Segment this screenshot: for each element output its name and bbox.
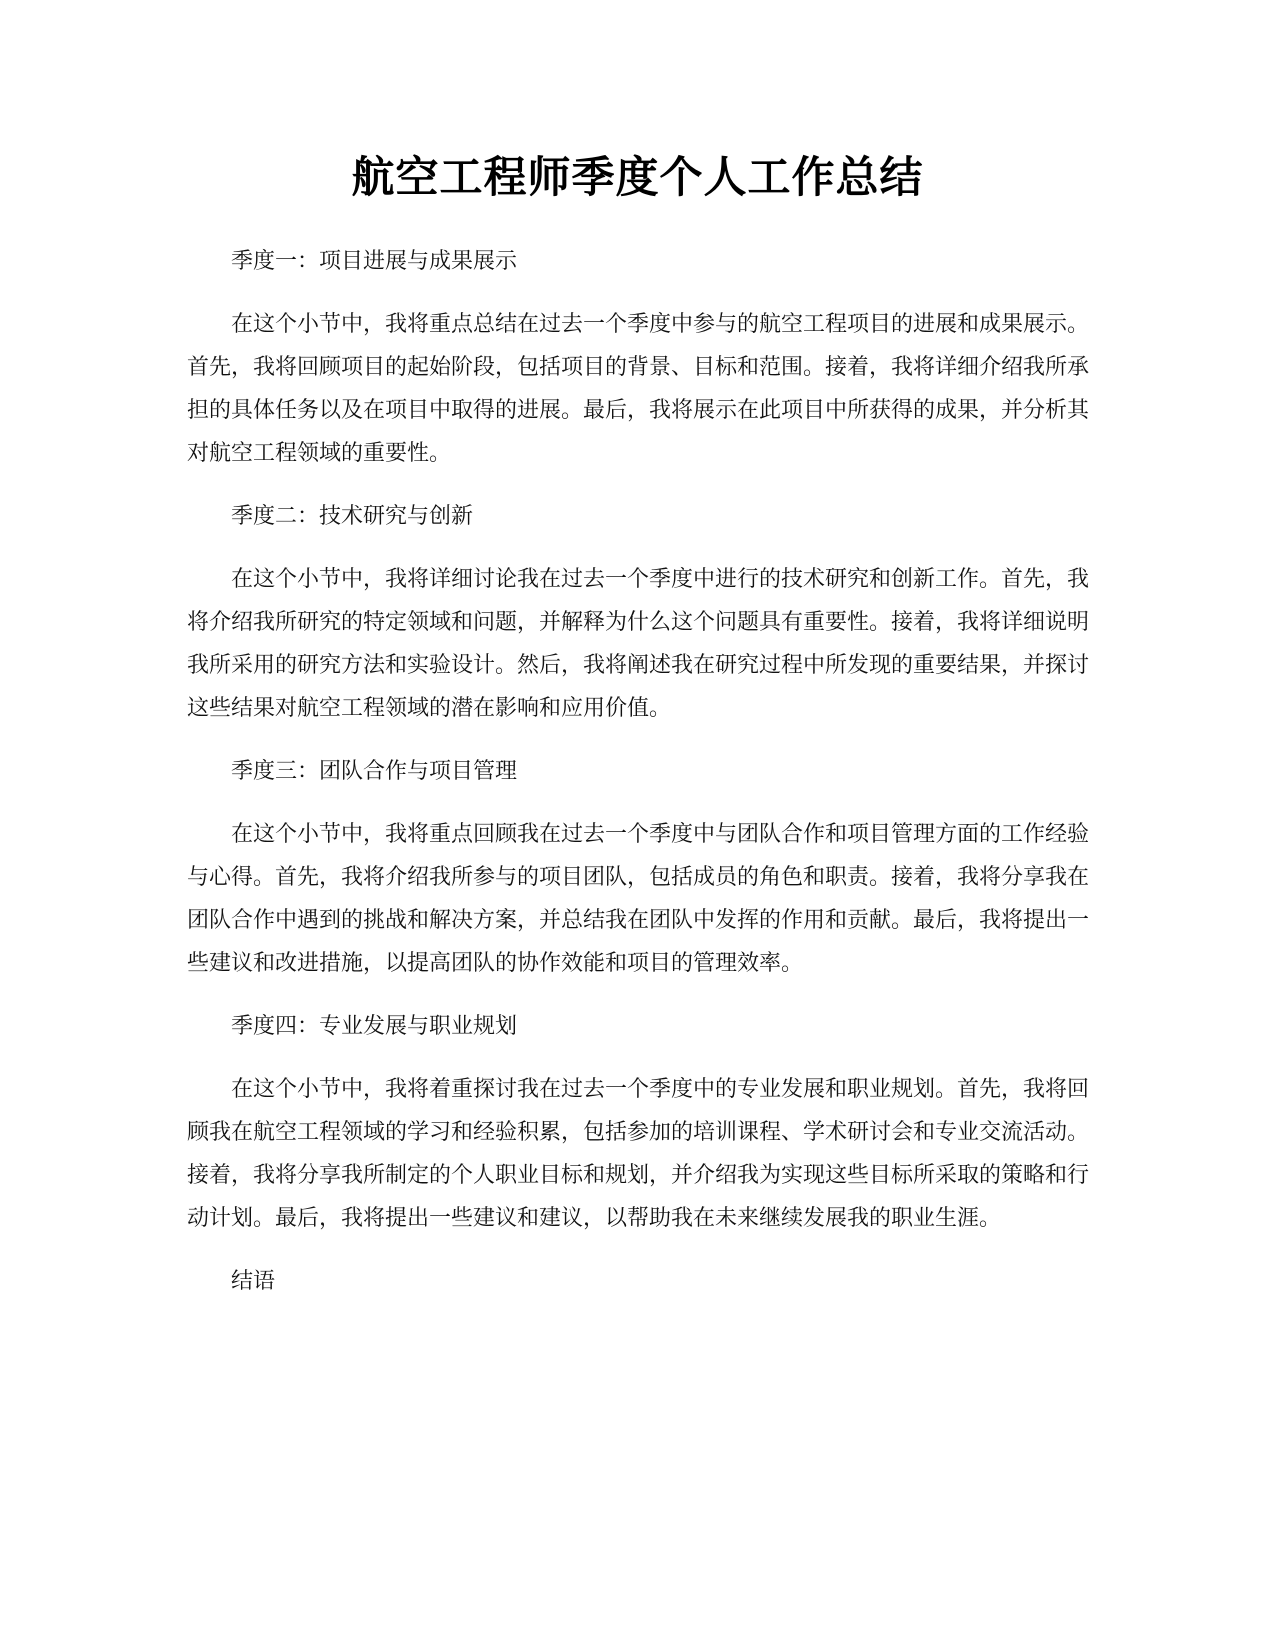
section-heading-q1: 季度一：项目进展与成果展示	[231, 249, 518, 274]
section-paragraph-q4: 在这个小节中，我将着重探讨我在过去一个季度中的专业发展和职业规划。首先，我将回顾我在航空工程领域的学习和经验积累，包括参加的培训课程、学术研讨会和专业交流活动。接着，我将分享我所制定的个人职业目标和规划，并介绍我为实现这些目标所采取的策略和行动计划。最后，我将提出一些建议和建议，以帮助我在未来继续发展我的职业生涯。	[187, 1077, 1090, 1231]
section-paragraph-q3: 在这个小节中，我将重点回顾我在过去一个季度中与团队合作和项目管理方面的工作经验与心得。首先，我将介绍我所参与的项目团队，包括成员的角色和职责。接着，我将分享我在团队合作中遇到的挑战和解决方案，并总结我在团队中发挥的作用和贡献。最后，我将提出一些建议和改进措施，以提高团队的协作效能和项目的管理效率。	[187, 822, 1090, 976]
section-heading-q4: 季度四：专业发展与职业规划	[231, 1014, 518, 1039]
section-paragraph-q2: 在这个小节中，我将详细讨论我在过去一个季度中进行的技术研究和创新工作。首先，我将介绍我所研究的特定领域和问题，并解释为什么这个问题具有重要性。接着，我将详细说明我所采用的研究方法和实验设计。然后，我将阐述我在研究过程中所发现的重要结果，并探讨这些结果对航空工程领域的潜在影响和应用价值。	[187, 567, 1090, 721]
document-title: 航空工程师季度个人工作总结	[351, 153, 924, 203]
document-body	[187, 240, 1089, 1303]
section-heading-q2: 季度二：技术研究与创新	[231, 504, 474, 529]
closing-heading: 结语	[231, 1269, 276, 1294]
section-paragraph-q1: 在这个小节中，我将重点总结在过去一个季度中参与的航空工程项目的进展和成果展示。首先，我将回顾项目的起始阶段，包括项目的背景、目标和范围。接着，我将详细介绍我所承担的具体任务以及在项目中取得的进展。最后，我将展示在此项目中所获得的成果，并分析其对航空工程领域的重要性。	[187, 312, 1090, 466]
section-heading-q3: 季度三：团队合作与项目管理	[231, 759, 518, 784]
